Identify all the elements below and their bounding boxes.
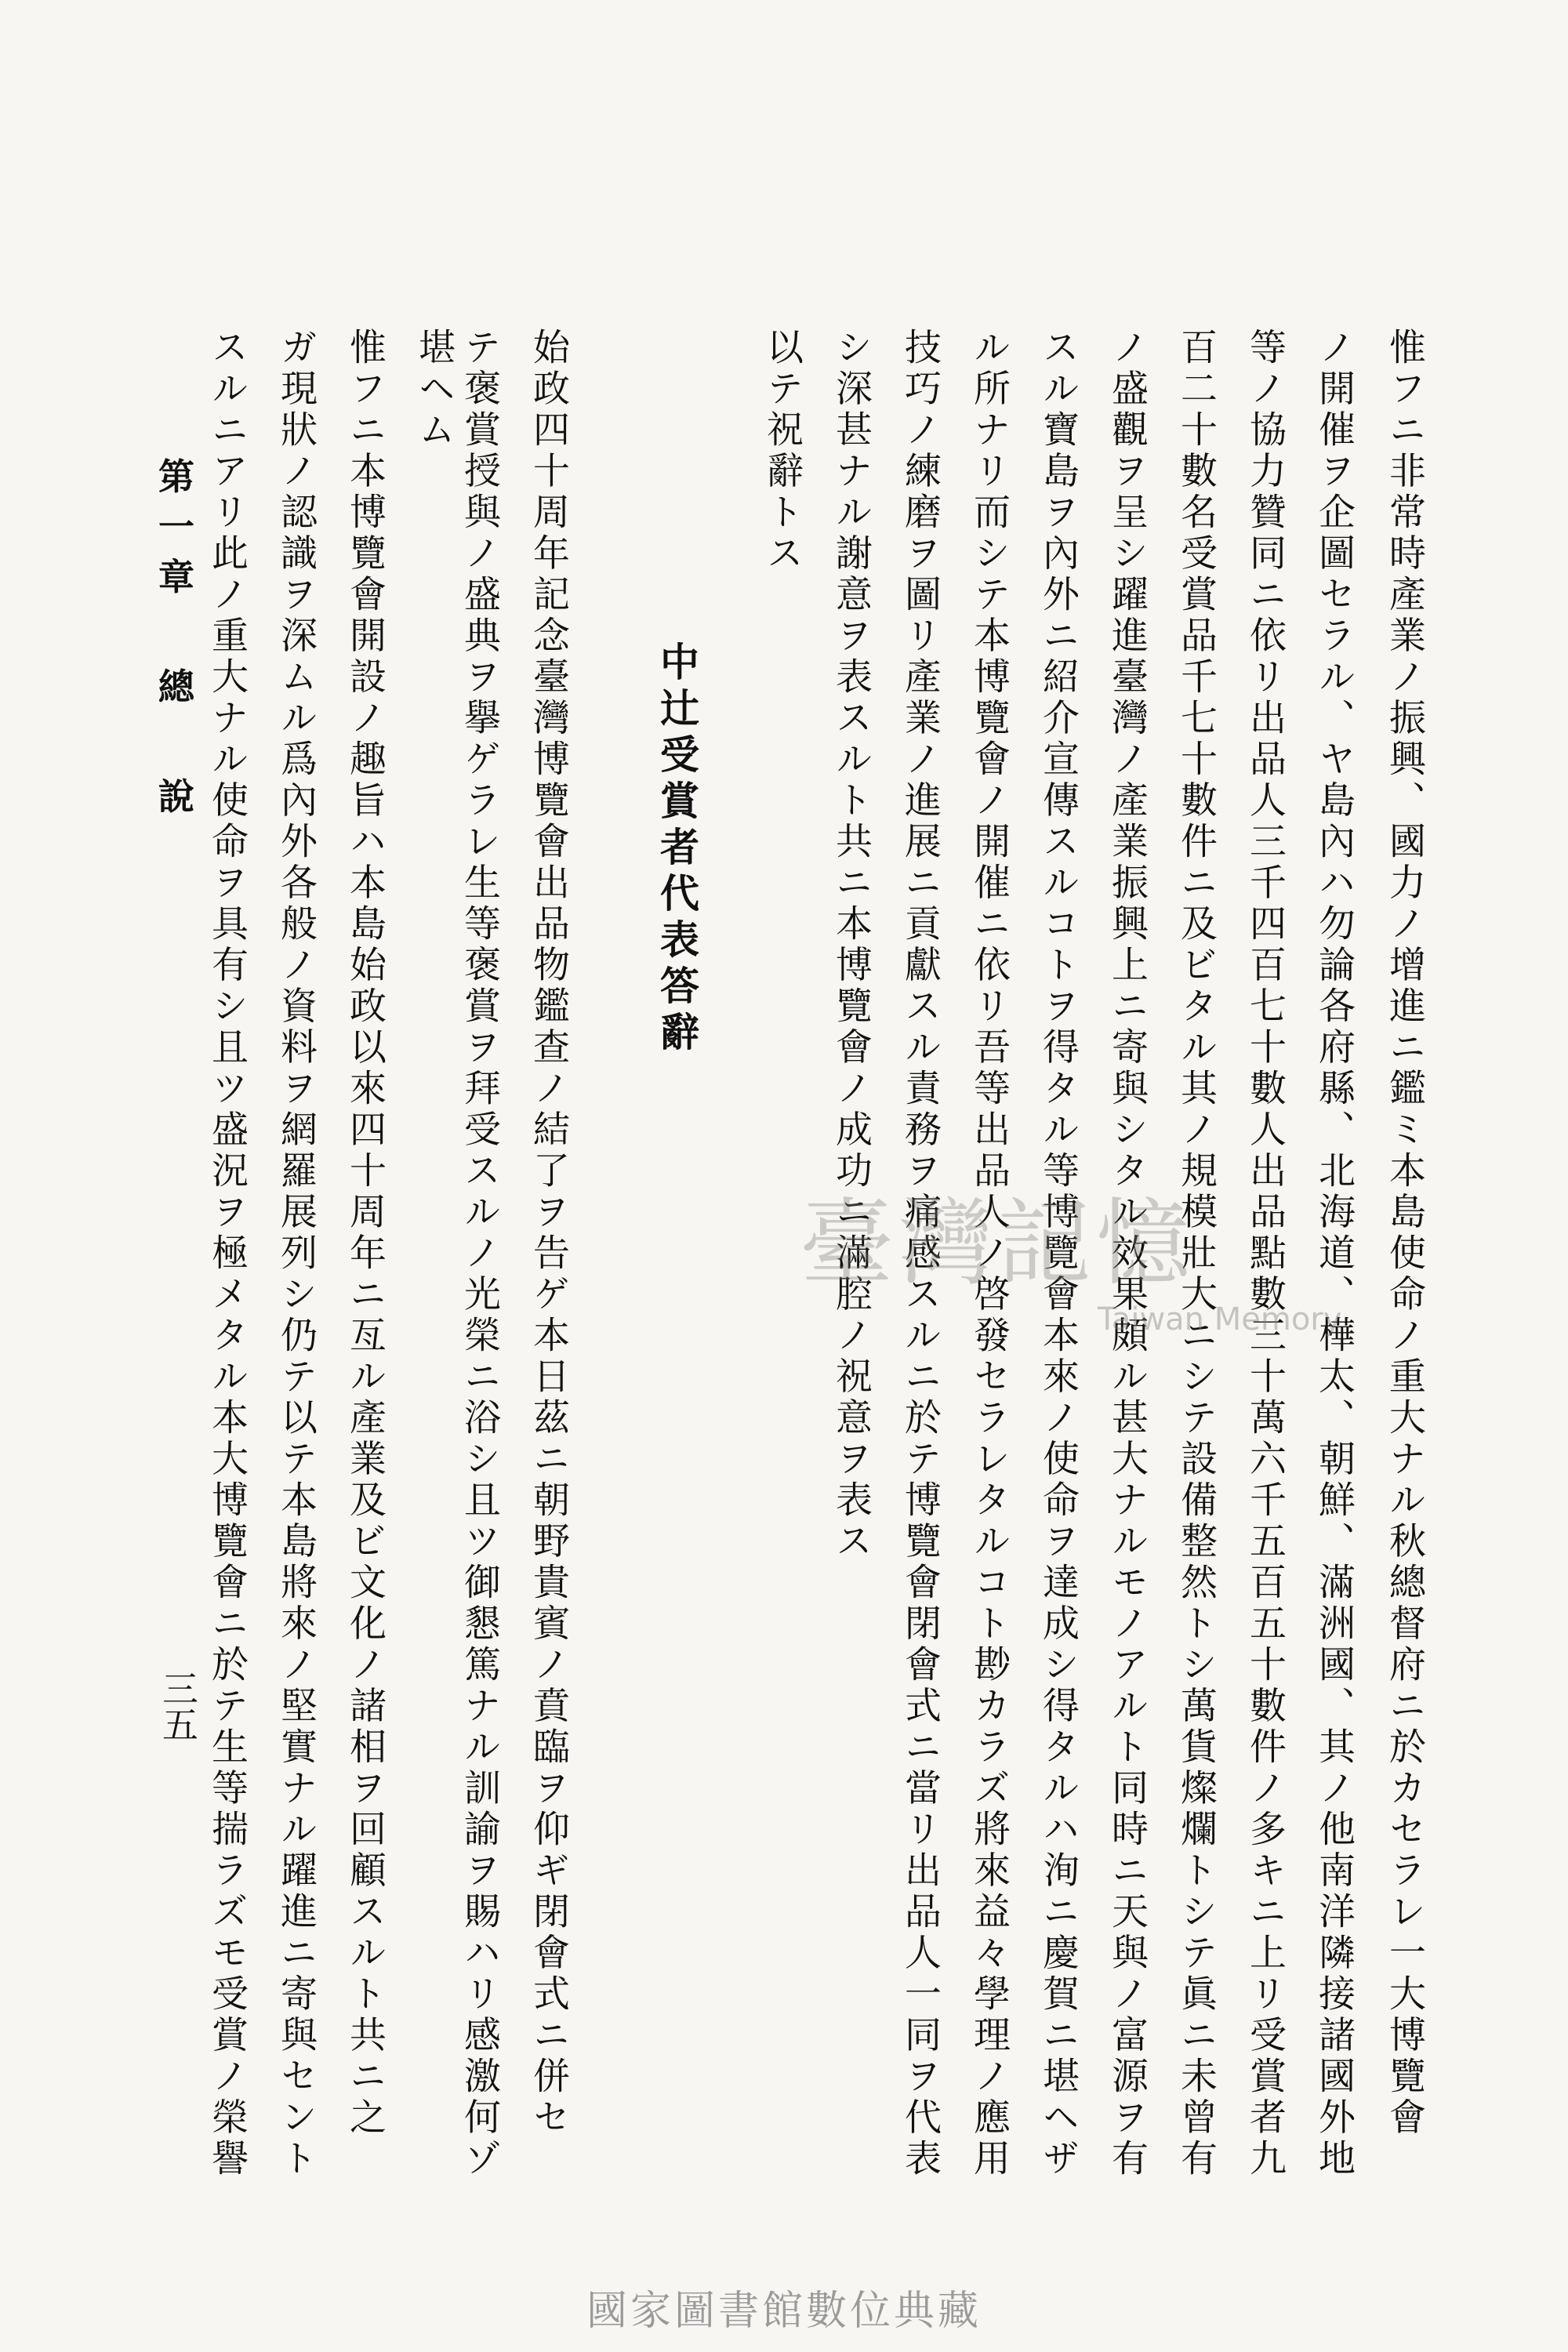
text-column: 始政四十周年記念臺灣博覽會出品物鑑查ノ結了ヲ告ゲ本日茲ニ朝野貴賓ノ賁臨ヲ仰ギ閉會式ニ併セ — [527, 328, 570, 2139]
running-head-char: 說 — [158, 775, 194, 818]
running-head-char: 章 — [158, 556, 194, 598]
text-column: 等ノ協力贊同ニ依リ出品人三千四百七十數人出品點數三十萬六千五百五十數件ノ多キニ上リ受賞者九 — [1243, 328, 1287, 2180]
running-head — [157, 448, 196, 818]
text-column: スル寶島ヲ內外ニ紹介宣傳スルコトヲ得タル等博覽會本來ノ使命ヲ達成シ得タルハ洵ニ慶賀ニ堪ヘザ — [1036, 328, 1080, 2180]
text-column: 惟フニ本博覽會開設ノ趣旨ハ本島始政以來四十周年ニ亙ル產業及ビ文化ノ諸相ヲ回顧スルト共ニ之 — [343, 328, 387, 2139]
text-column: ガ現狀ノ認識ヲ深ムル爲內外各般ノ資料ヲ網羅展列シ仍テ以テ本島將來ノ堅實ナル躍進ニ寄與セント — [274, 328, 318, 2180]
running-head-char: 第 — [158, 456, 194, 498]
running-head-char: 總 — [158, 666, 194, 708]
library-footer: 國家圖書館數位典藏 — [586, 2288, 982, 2335]
page-number: 三五 — [157, 1670, 199, 1742]
running-head-char: 一 — [158, 506, 194, 548]
text-column: スルニアリ此ノ重大ナル使命ヲ具有シ且ツ盛況ヲ極メタル本大博覽會ニ於テ生等揣ラズモ受賞ノ榮譽 — [205, 328, 249, 2180]
text-column: テ褒賞授與ノ盛典ヲ擧ゲラレ生等褒賞ヲ拜受スルノ光榮ニ浴シ且ツ御懇篤ナル訓諭ヲ賜ハリ感激何ゾ — [458, 328, 501, 2180]
text-column: 技巧ノ練磨ヲ圖リ產業ノ進展ニ貢獻スル責務ヲ痛感スルニ於テ博覽會閉會式ニ當リ出品人一同ヲ代表 — [898, 328, 942, 2180]
watermark-caption: Taiwan Memory — [1098, 1301, 1342, 1338]
watermark-logo: 臺灣記憶 — [800, 1189, 1195, 1298]
text-column: 百二十數名受賞品千七十數件ニ及ビタル其ノ規模壯大ニシテ設備整然トシ萬貨燦爛トシテ眞ニ未曾有 — [1174, 328, 1218, 2180]
text-column: ノ盛觀ヲ呈シ躍進臺灣ノ產業振興上ニ寄與シタル效果頗ル甚大ナルモノアルト同時ニ天與ノ富源ヲ有 — [1105, 328, 1149, 2180]
text-column: 以テ祝辭トス — [760, 328, 804, 575]
text-column: 惟フニ非常時產業ノ振興、國力ノ增進ニ鑑ミ本島使命ノ重大ナル秋總督府ニ於カセラレ一大博覽會 — [1383, 328, 1426, 2139]
text-column: ノ開催ヲ企圖セラル、ヤ島內ハ勿論各府縣、北海道、樺太、朝鮮、滿洲國、其ノ他南洋隣接諸國外地 — [1312, 328, 1356, 2180]
text-column: ル所ナリ而シテ本博覽會ノ開催ニ依リ吾等出品人ノ啓發セラレタルコト尠カラズ將來益々學理ノ應用 — [967, 328, 1011, 2180]
section-heading: 中辻受賞者代表答辭 — [654, 641, 700, 1058]
text-column: 堪ヘム — [412, 328, 456, 452]
text-column: シ深甚ナル謝意ヲ表スルト共ニ本博覽會ノ成功ニ滿腔ノ祝意ヲ表ス — [829, 328, 873, 1563]
